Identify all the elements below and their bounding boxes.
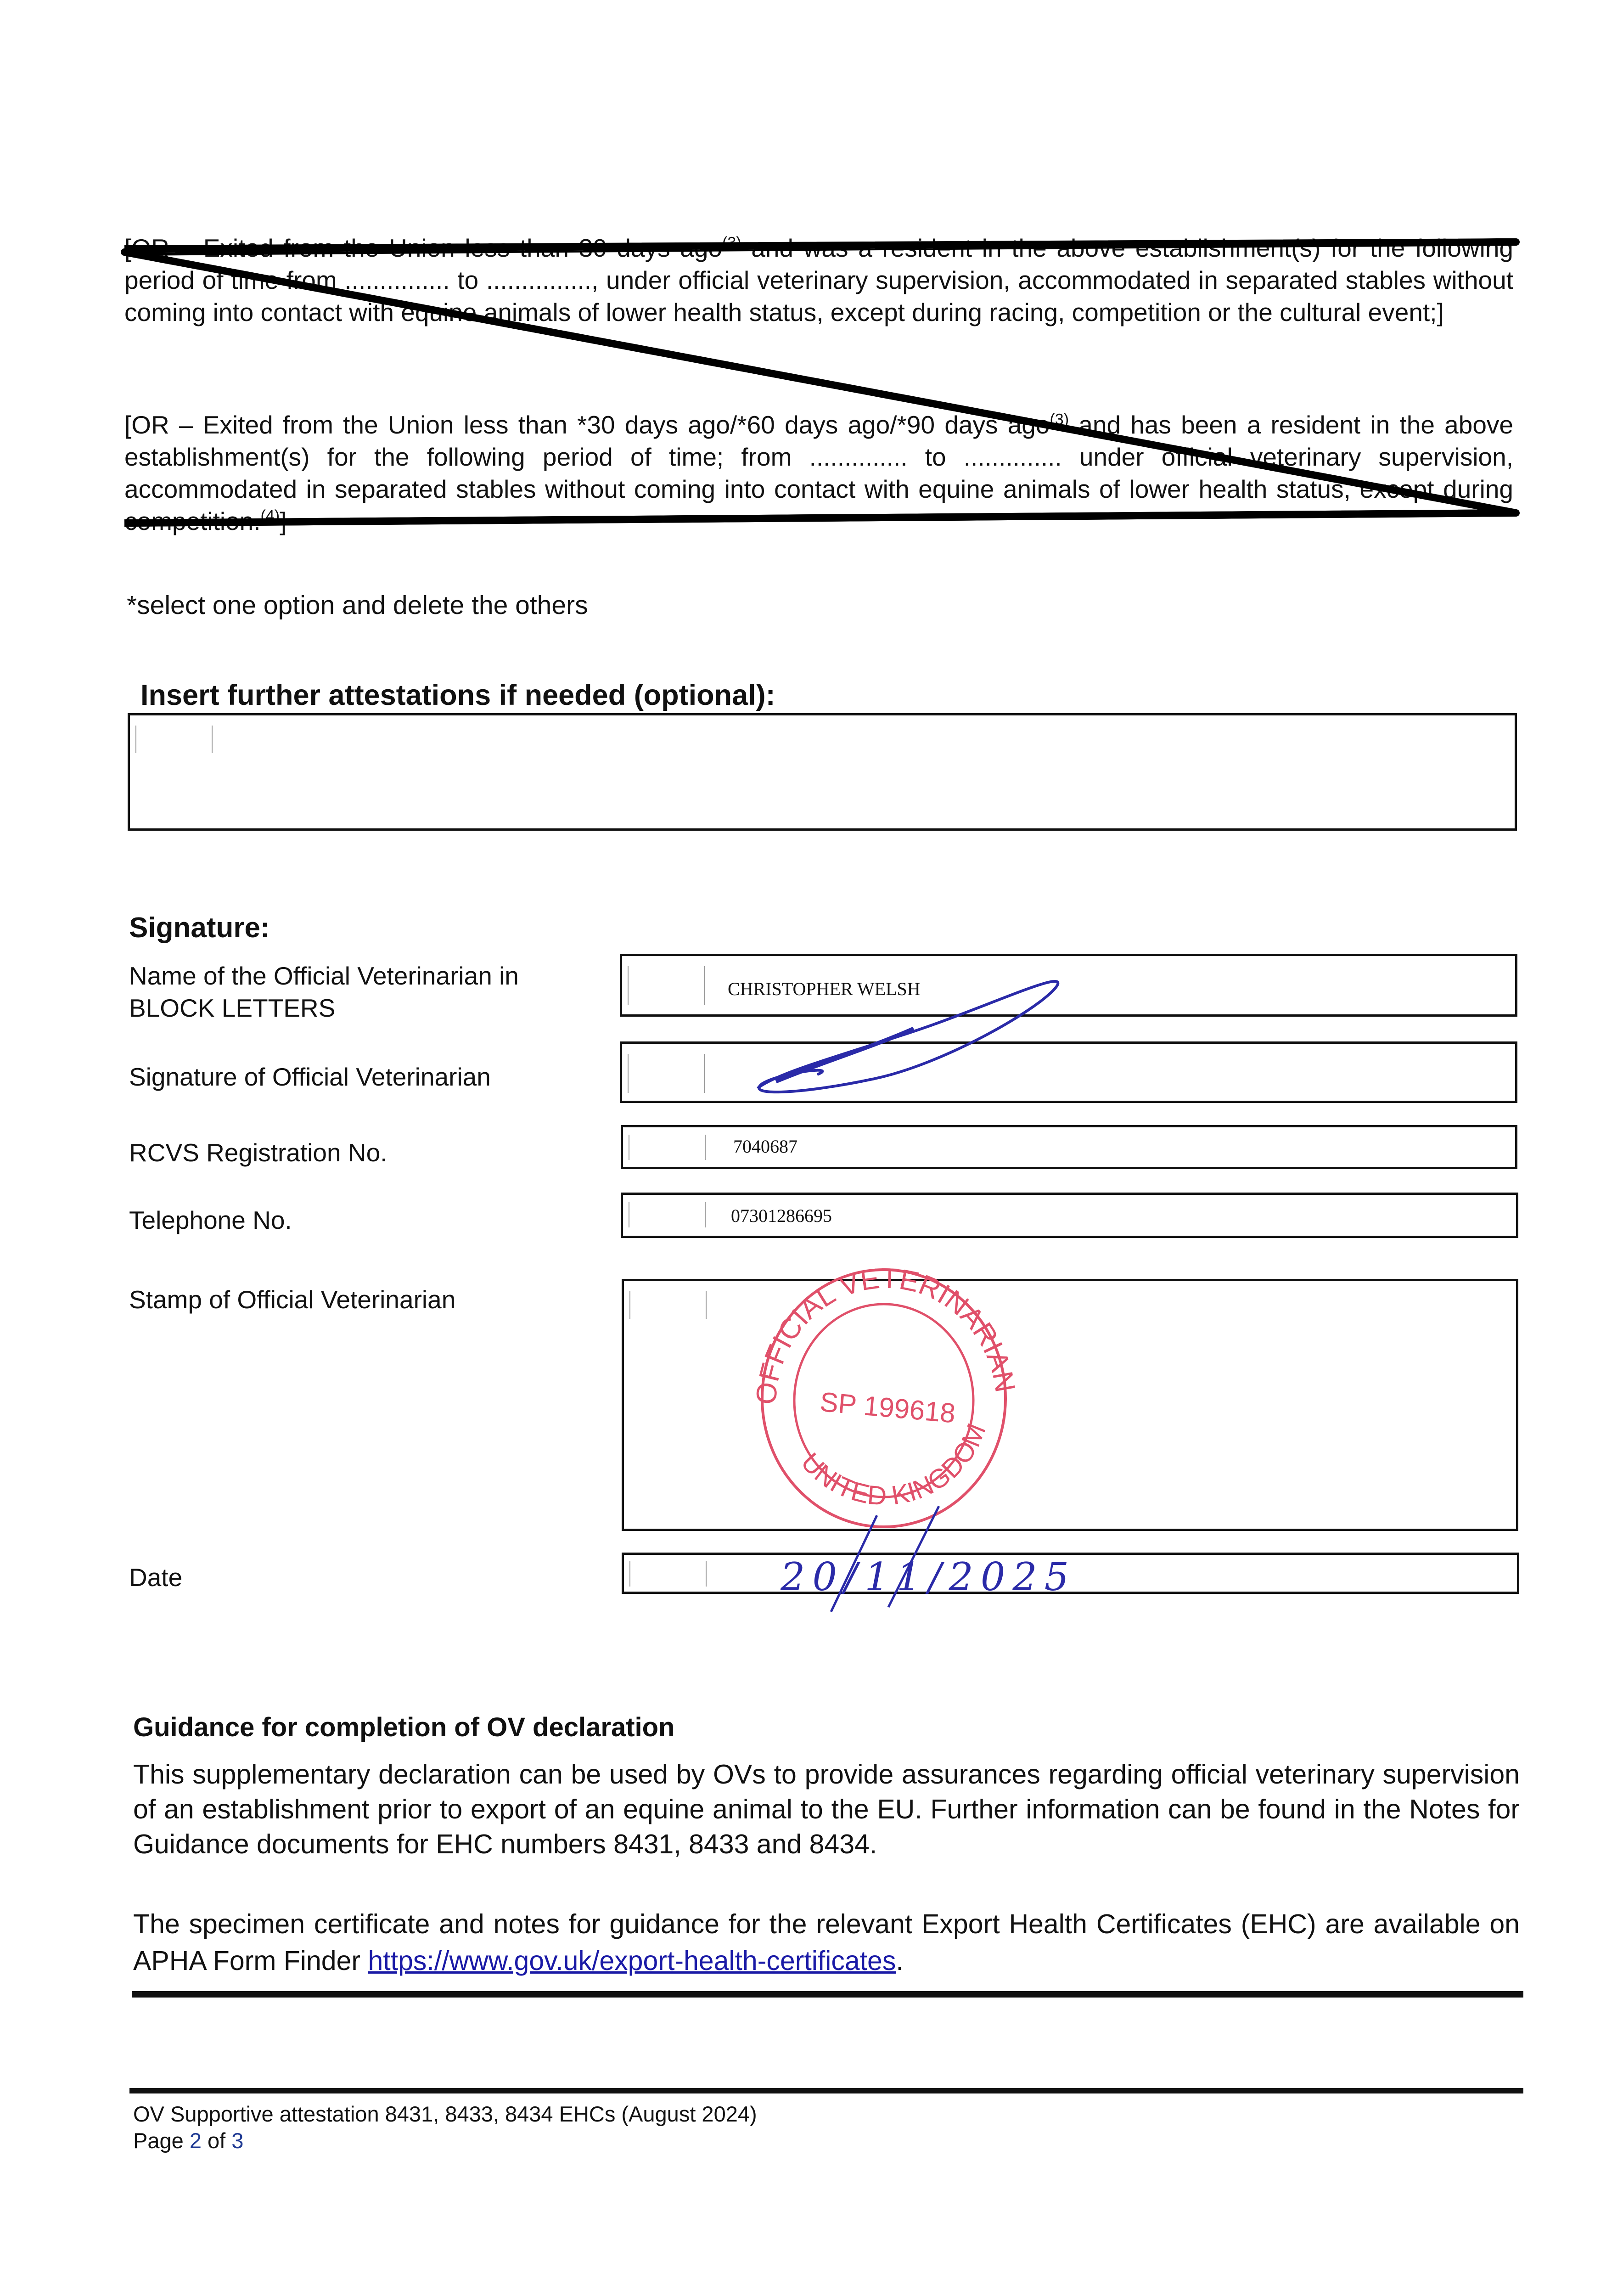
stamp-label: Stamp of Official Veterinarian — [129, 1285, 456, 1314]
stamp-bottom-textpath: UNITED KINGDOM — [795, 1419, 992, 1511]
guidance-para2 — [133, 1906, 1520, 1979]
guidance-para2-text: The specimen certificate and notes for guidance for the relevant Export Health Certificates (EHC) are available on APHA Form Finder — [133, 1909, 1520, 1976]
date-value: 20/11/2025 — [781, 1554, 1077, 1599]
name-label-line1: Name of the Official Veterinarian in — [129, 962, 519, 990]
name-value: CHRISTOPHER WELSH — [728, 979, 921, 999]
footer-divider — [129, 2088, 1523, 2093]
stamp-top-textpath: OFFICIAL VETERINARIAN — [750, 1262, 1021, 1406]
rcvs-value: 7040687 — [733, 1136, 797, 1157]
page-word: Page — [133, 2128, 190, 2153]
date-label: Date — [129, 1563, 183, 1592]
stamp-center-text: SP 199618 — [819, 1386, 957, 1429]
option-b-text: [OR – Exited from the Union less than *30 days ago/*60 days ago/*90 days ago — [124, 411, 1050, 439]
footnote-ref: (3) — [1050, 411, 1069, 428]
further-attestations-heading: Insert further attestations if needed (optional): — [140, 679, 775, 711]
page-current: 2 — [189, 2128, 202, 2153]
option-a-text: [OR – Exited from the Union less than 30 days ago — [124, 234, 723, 262]
option-b-text-cont: and has been a resident in the above establishment(s) for the following period of time; from .............. to .............. under official veterinary supervision, accommodated in separated stables without coming into contact with equine animals of lower health status, except during — [124, 411, 1513, 503]
telephone-label: Telephone No. — [129, 1206, 292, 1234]
signature-heading: Signature: — [129, 912, 270, 944]
footnote-ref: (4) — [260, 507, 280, 525]
footer — [133, 2101, 757, 2154]
guidance-para2-end: . — [896, 1946, 904, 1976]
telephone-value: 07301286695 — [731, 1205, 832, 1226]
option-a-text-cont: and was a resident in the above establishment(s) for the following period of time from ............... to ..............., under official veterinary supervision, accommodated in separated stables without coming into contact with equine animals of lower health status, except during racing, competition or the cultural event;] — [124, 234, 1514, 326]
guidance-para1: This supplementary declaration can be used by OVs to provide assurances regarding official veterinary supervision of an establishment prior to export of an equine animal to the EU. Further information can be found in the Notes for Guidance documents for EHC numbers 8431, 8433 and 8434. — [133, 1759, 1520, 1859]
export-health-certificates-link[interactable]: https://www.gov.uk/export-health-certificates — [368, 1946, 896, 1976]
select-note: *select one option and delete the others — [127, 591, 588, 620]
footer-title: OV Supportive attestation 8431, 8433, 8434 EHCs (August 2024) — [133, 2102, 757, 2126]
footnote-ref: (3) — [722, 234, 741, 252]
signature-label: Signature of Official Veterinarian — [129, 1063, 491, 1091]
signature-stroke — [758, 981, 1058, 1092]
page-total: 3 — [231, 2128, 244, 2153]
of-word: of — [201, 2128, 232, 2153]
section-divider — [132, 1991, 1523, 1998]
page-number — [133, 2127, 757, 2154]
guidance-heading: Guidance for completion of OV declaration — [133, 1712, 675, 1742]
rcvs-label: RCVS Registration No. — [129, 1138, 387, 1167]
name-label-line2: BLOCK LETTERS — [129, 994, 336, 1022]
